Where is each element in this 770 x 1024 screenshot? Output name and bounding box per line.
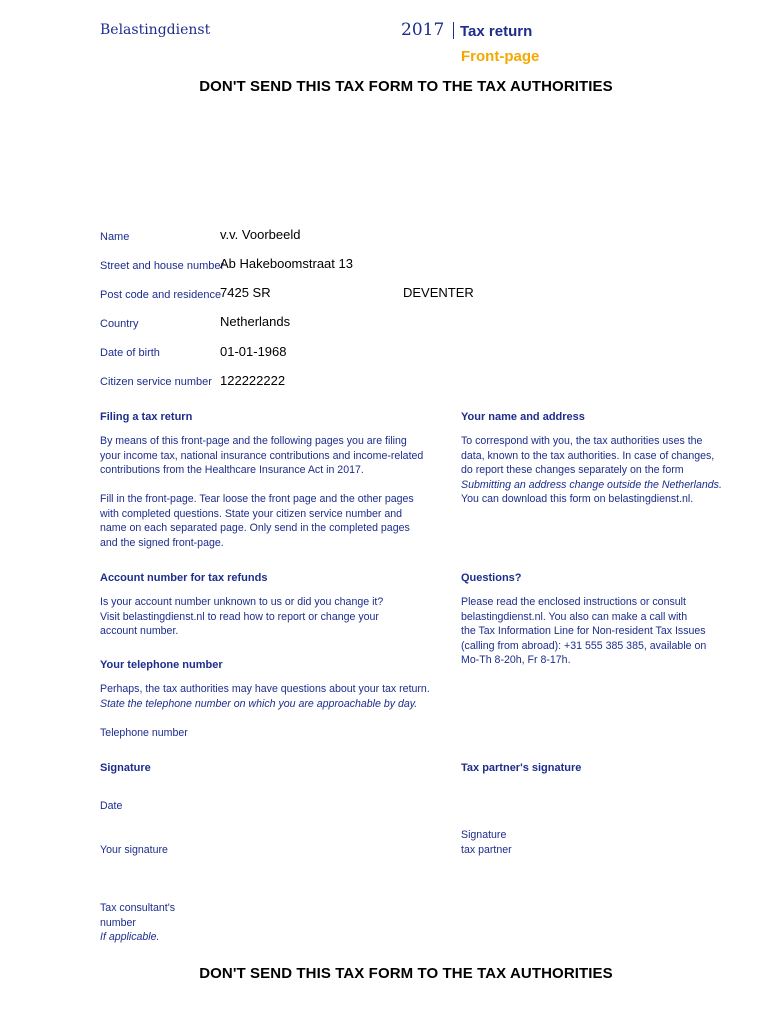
city-value: DEVENTER xyxy=(403,285,474,300)
postcode-label: Post code and residence xyxy=(100,289,222,301)
name-address-paragraph: To correspond with you, the tax authorities uses the data, known to the tax authorities. In case of changes, do report these changes separately on the form Submitting an address change outside the Netherlands. You can download this form on belastingdienst.nl. xyxy=(461,435,722,506)
telephone-field-label: Telephone number xyxy=(100,727,188,739)
street-label: Street and house number xyxy=(100,260,225,272)
warning-bottom: DON'T SEND THIS TAX FORM TO THE TAX AUTHORITIES xyxy=(199,965,613,982)
filing-paragraph-2: Fill in the front-page. Tear loose the front page and the other pages with completed questions. State your citizen service number and name on each separated page. Only send in the completed pages and the signed front-page. xyxy=(100,493,414,549)
form-year: 2017 xyxy=(401,20,445,40)
filing-heading: Filing a tax return xyxy=(100,411,193,423)
signature-heading: Signature xyxy=(100,762,151,774)
brand-logo-text: Belastingdienst xyxy=(100,22,211,38)
postcode-value: 7425 SR xyxy=(220,285,271,300)
telephone-heading: Your telephone number xyxy=(100,659,223,671)
bsn-label: Citizen service number xyxy=(100,376,212,388)
country-value: Netherlands xyxy=(220,314,291,329)
partner-signature-label: Signature tax partner xyxy=(461,829,512,856)
bsn-value: 122222222 xyxy=(220,373,286,388)
dob-label: Date of birth xyxy=(100,347,160,359)
tax-consultant-label: Tax consultant's number If applicable. xyxy=(100,902,176,944)
country-label: Country xyxy=(100,318,139,330)
account-heading: Account number for tax refunds xyxy=(100,572,268,584)
your-signature-label: Your signature xyxy=(100,844,168,856)
questions-paragraph: Please read the enclosed instructions or consult belastingdienst.nl. You also can make a call with the Tax Information Line for Non-resident Tax Issues (calling from abroad): +31 555 385 385, available on Mo-Th 8-20h, Fr 8-17h. xyxy=(461,596,707,667)
date-label: Date xyxy=(100,800,123,812)
name-label: Name xyxy=(100,231,130,243)
dob-value: 01-01-1968 xyxy=(220,344,287,359)
telephone-paragraph: Perhaps, the tax authorities may have questions about your tax return. State the telephone number on which you are approachable by day. xyxy=(100,683,430,710)
name-address-heading: Your name and address xyxy=(461,411,585,423)
filing-paragraph-1: By means of this front-page and the following pages you are filing your income tax, national insurance contributions and income-related contributions from the Healthcare Insurance Act in 2017. xyxy=(100,435,424,477)
questions-heading: Questions? xyxy=(461,572,522,584)
account-paragraph: Is your account number unknown to us or did you change it? Visit belastingdienst.nl to read how to report or change your account number. xyxy=(100,596,384,638)
form-title: Tax return xyxy=(460,23,533,40)
header-separator xyxy=(453,22,454,39)
partner-signature-heading: Tax partner's signature xyxy=(461,762,582,774)
warning-top: DON'T SEND THIS TAX FORM TO THE TAX AUTHORITIES xyxy=(199,78,613,95)
street-value: Ab Hakeboomstraat 13 xyxy=(220,256,353,271)
name-value: v.v. Voorbeeld xyxy=(220,227,301,242)
form-subtitle: Front-page xyxy=(461,48,540,65)
